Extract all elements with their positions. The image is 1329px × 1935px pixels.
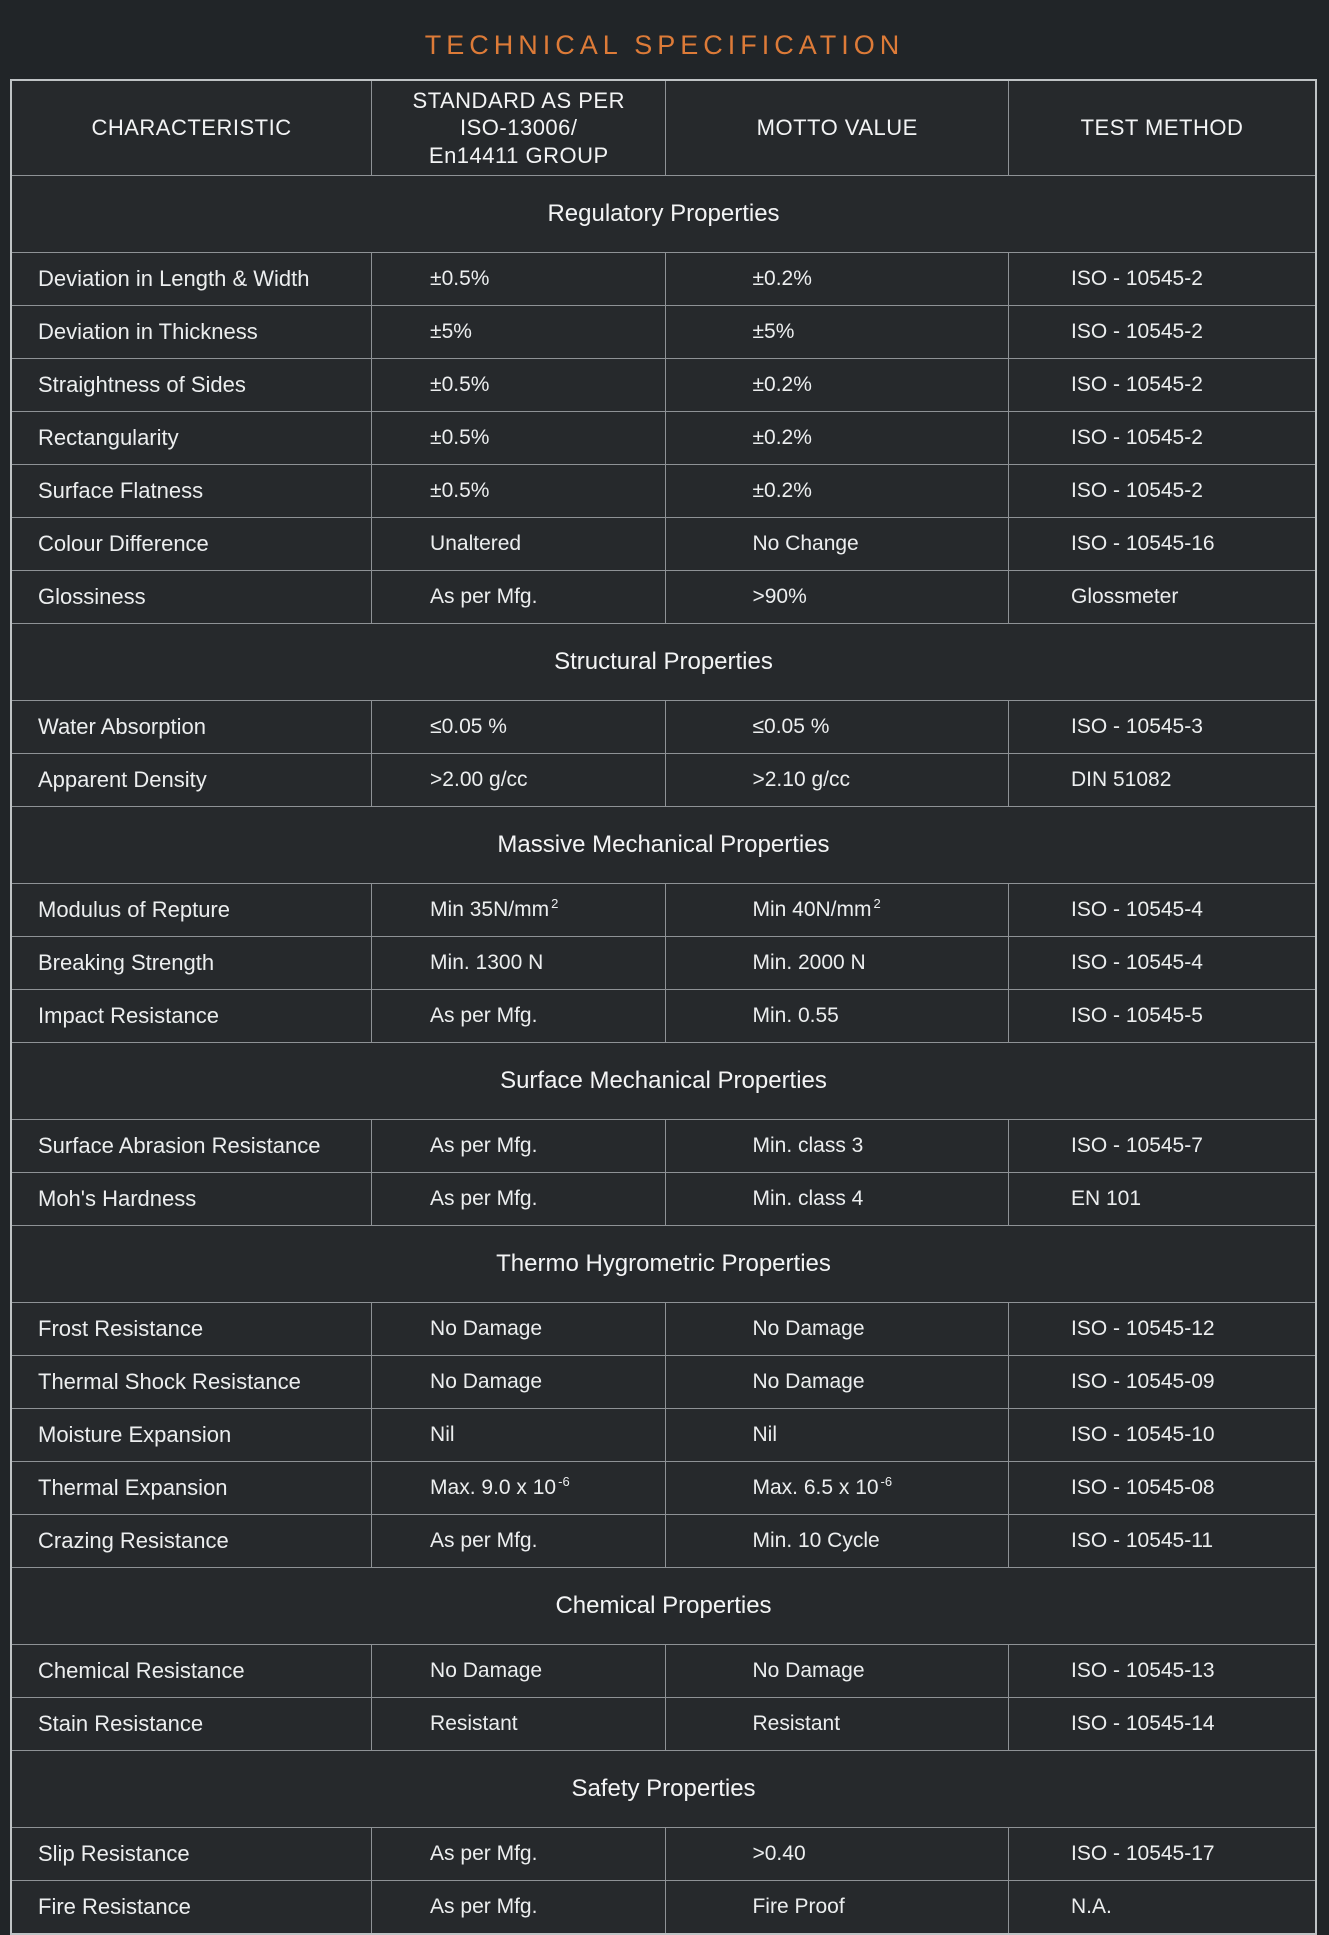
test-method-cell-text: ISO - 10545-10 — [1071, 1423, 1215, 1446]
superscript: 2 — [551, 896, 559, 911]
standard-value-cell — [372, 1173, 666, 1226]
superscript: -6 — [558, 1474, 570, 1489]
characteristic-cell — [11, 306, 372, 359]
characteristic-cell-text: Deviation in Thickness — [38, 319, 258, 344]
standard-value-cell-text: ±0.5% — [430, 373, 490, 396]
test-method-cell — [1009, 359, 1317, 412]
motto-value-cell — [666, 1515, 1009, 1568]
motto-value-cell-text: No Damage — [752, 1317, 865, 1340]
table-row — [11, 1698, 1316, 1751]
characteristic-cell-text: Impact Resistance — [38, 1003, 219, 1028]
standard-value-cell-text: Max. 9.0 x 10 — [430, 1476, 557, 1499]
characteristic-cell-text: Modulus of Repture — [38, 897, 230, 922]
motto-value-cell — [666, 306, 1009, 359]
standard-value-cell — [372, 990, 666, 1043]
characteristic-cell — [11, 937, 372, 990]
standard-value-cell — [372, 1515, 666, 1568]
motto-value-cell-text: Min 40N/mm — [752, 898, 872, 921]
standard-value-cell — [372, 1120, 666, 1173]
motto-value-cell — [666, 253, 1009, 306]
standard-value-cell — [372, 937, 666, 990]
specification-table — [10, 79, 1317, 1935]
characteristic-cell-text: Glossiness — [38, 584, 146, 609]
table-row — [11, 465, 1316, 518]
standard-value-cell-text: ≤0.05 % — [430, 715, 507, 738]
section-row — [11, 624, 1316, 701]
test-method-cell-text: ISO - 10545-08 — [1071, 1476, 1215, 1499]
motto-value-cell — [666, 1828, 1009, 1881]
motto-value-cell — [666, 884, 1009, 937]
section-title: Regulatory Properties — [11, 176, 1316, 253]
test-method-cell — [1009, 884, 1317, 937]
test-method-cell — [1009, 306, 1317, 359]
standard-value-cell — [372, 518, 666, 571]
characteristic-cell-text: Straightness of Sides — [38, 372, 246, 397]
motto-value-cell-text: >0.40 — [752, 1842, 806, 1865]
test-method-cell-text: ISO - 10545-11 — [1071, 1529, 1214, 1552]
standard-value-cell-text: As per Mfg. — [430, 585, 538, 608]
standard-value-cell-text: As per Mfg. — [430, 1004, 538, 1027]
table-row — [11, 1409, 1316, 1462]
section-row — [11, 1568, 1316, 1645]
standard-value-cell-text: Min. 1300 N — [430, 951, 544, 974]
motto-value-cell — [666, 754, 1009, 807]
characteristic-cell — [11, 1173, 372, 1226]
test-method-cell-text: ISO - 10545-13 — [1071, 1659, 1215, 1682]
characteristic-cell — [11, 465, 372, 518]
standard-header-line-1: STANDARD AS PER — [412, 87, 625, 113]
motto-value-cell — [666, 1881, 1009, 1935]
characteristic-cell — [11, 571, 372, 624]
standard-value-cell — [372, 1356, 666, 1409]
table-row — [11, 1828, 1316, 1881]
characteristic-cell-text: Thermal Shock Resistance — [38, 1369, 301, 1394]
section-title: Thermo Hygrometric Properties — [11, 1226, 1316, 1303]
characteristic-cell — [11, 1515, 372, 1568]
test-method-cell — [1009, 1645, 1317, 1698]
standard-value-cell-text: Unaltered — [430, 532, 522, 555]
test-method-cell-text: ISO - 10545-4 — [1071, 951, 1203, 974]
column-header-motto: MOTTO VALUE — [666, 80, 1009, 176]
standard-value-cell — [372, 1409, 666, 1462]
section-row — [11, 1043, 1316, 1120]
standard-value-cell-text: As per Mfg. — [430, 1895, 538, 1918]
characteristic-cell-text: Water Absorption — [38, 714, 206, 739]
characteristic-cell-text: Moh's Hardness — [38, 1186, 197, 1211]
table-row — [11, 1356, 1316, 1409]
test-method-cell — [1009, 1462, 1317, 1515]
section-title: Chemical Properties — [11, 1568, 1316, 1645]
section-title: Safety Properties — [11, 1751, 1316, 1828]
standard-value-cell — [372, 253, 666, 306]
test-method-cell — [1009, 1515, 1317, 1568]
motto-value-cell — [666, 1698, 1009, 1751]
table-row — [11, 937, 1316, 990]
test-method-cell-text: ISO - 10545-2 — [1071, 479, 1203, 502]
superscript: 2 — [873, 896, 881, 911]
characteristic-cell — [11, 1356, 372, 1409]
characteristic-cell — [11, 701, 372, 754]
standard-value-cell-text: ±0.5% — [430, 267, 490, 290]
motto-value-cell — [666, 701, 1009, 754]
characteristic-cell — [11, 884, 372, 937]
characteristic-cell-text: Slip Resistance — [38, 1841, 190, 1866]
characteristic-cell-text: Breaking Strength — [38, 950, 215, 975]
test-method-cell-text: ISO - 10545-14 — [1071, 1712, 1215, 1735]
test-method-cell-text: N.A. — [1071, 1895, 1112, 1918]
test-method-cell-text: ISO - 10545-2 — [1071, 373, 1203, 396]
motto-value-cell-text: No Damage — [752, 1370, 865, 1393]
characteristic-cell-text: Crazing Resistance — [38, 1528, 229, 1553]
test-method-cell — [1009, 1120, 1317, 1173]
characteristic-cell — [11, 990, 372, 1043]
motto-value-cell-text: Min. 2000 N — [752, 951, 866, 974]
motto-value-cell-text: ±0.2% — [752, 479, 812, 502]
motto-value-cell — [666, 359, 1009, 412]
standard-value-cell — [372, 412, 666, 465]
test-method-cell — [1009, 1698, 1317, 1751]
characteristic-cell — [11, 1828, 372, 1881]
characteristic-cell — [11, 253, 372, 306]
standard-value-cell-text: >2.00 g/cc — [430, 768, 528, 791]
motto-value-cell-text: Nil — [752, 1423, 777, 1446]
motto-value-cell — [666, 1356, 1009, 1409]
standard-value-cell — [372, 306, 666, 359]
characteristic-cell-text: Surface Flatness — [38, 478, 204, 503]
characteristic-cell — [11, 1698, 372, 1751]
motto-value-cell-text: >90% — [752, 585, 807, 608]
motto-value-cell — [666, 571, 1009, 624]
characteristic-cell-text: Stain Resistance — [38, 1711, 204, 1736]
test-method-cell-text: ISO - 10545-16 — [1071, 532, 1215, 555]
table-row — [11, 1645, 1316, 1698]
test-method-cell — [1009, 465, 1317, 518]
motto-value-cell-text: No Damage — [752, 1659, 865, 1682]
table-row — [11, 1173, 1316, 1226]
motto-value-cell-text: ≤0.05 % — [752, 715, 830, 738]
characteristic-cell-text: Rectangularity — [38, 425, 179, 450]
standard-value-cell-text: As per Mfg. — [430, 1134, 538, 1157]
motto-value-cell — [666, 1120, 1009, 1173]
motto-value-cell — [666, 1409, 1009, 1462]
section-row — [11, 807, 1316, 884]
standard-value-cell-text: No Damage — [430, 1370, 543, 1393]
characteristic-cell — [11, 1303, 372, 1356]
test-method-cell-text: ISO - 10545-2 — [1071, 267, 1203, 290]
standard-value-cell-text: ±5% — [430, 320, 472, 343]
test-method-cell — [1009, 1303, 1317, 1356]
test-method-cell — [1009, 990, 1317, 1043]
table-row — [11, 412, 1316, 465]
motto-value-cell — [666, 1303, 1009, 1356]
motto-value-cell-text: Min. class 4 — [752, 1187, 864, 1210]
standard-value-cell — [372, 1303, 666, 1356]
table-header — [11, 80, 1316, 176]
motto-value-cell-text: Min. 0.55 — [752, 1004, 839, 1027]
motto-value-cell-text: ±0.2% — [752, 267, 812, 290]
section-row — [11, 1751, 1316, 1828]
table-row — [11, 1303, 1316, 1356]
motto-value-cell-text: ±5% — [752, 320, 795, 343]
characteristic-cell — [11, 518, 372, 571]
test-method-cell-text: ISO - 10545-12 — [1071, 1317, 1215, 1340]
standard-value-cell-text: As per Mfg. — [430, 1529, 538, 1552]
motto-value-cell — [666, 1462, 1009, 1515]
characteristic-cell — [11, 1120, 372, 1173]
motto-value-cell — [666, 937, 1009, 990]
characteristic-cell-text: Surface Abrasion Resistance — [38, 1133, 321, 1158]
table-row — [11, 518, 1316, 571]
standard-value-cell-text: ±0.5% — [430, 426, 490, 449]
motto-value-cell — [666, 412, 1009, 465]
standard-value-cell-text: As per Mfg. — [430, 1842, 538, 1865]
standard-value-cell — [372, 701, 666, 754]
test-method-cell-text: ISO - 10545-17 — [1071, 1842, 1215, 1865]
standard-value-cell — [372, 1698, 666, 1751]
standard-value-cell-text: No Damage — [430, 1317, 543, 1340]
test-method-cell-text: ISO - 10545-5 — [1071, 1004, 1203, 1027]
section-row — [11, 1226, 1316, 1303]
standard-value-cell — [372, 1828, 666, 1881]
table-row — [11, 990, 1316, 1043]
characteristic-cell — [11, 1409, 372, 1462]
standard-value-cell-text: ±0.5% — [430, 479, 490, 502]
standard-value-cell — [372, 571, 666, 624]
characteristic-cell-text: Deviation in Length & Width — [38, 266, 310, 291]
table-row — [11, 1120, 1316, 1173]
test-method-cell-text: ISO - 10545-3 — [1071, 715, 1203, 738]
header-row — [11, 80, 1316, 176]
motto-value-cell — [666, 465, 1009, 518]
test-method-cell — [1009, 253, 1317, 306]
section-title: Structural Properties — [11, 624, 1316, 701]
characteristic-cell-text: Apparent Density — [38, 767, 207, 792]
standard-value-cell — [372, 359, 666, 412]
page-title: TECHNICAL SPECIFICATION — [424, 30, 905, 60]
motto-value-cell-text: >2.10 g/cc — [752, 768, 850, 791]
test-method-cell — [1009, 1881, 1317, 1935]
characteristic-cell — [11, 1881, 372, 1935]
test-method-cell — [1009, 1173, 1317, 1226]
table-row — [11, 1462, 1316, 1515]
characteristic-cell — [11, 359, 372, 412]
table-row — [11, 884, 1316, 937]
table-row — [11, 306, 1316, 359]
motto-value-cell — [666, 1645, 1009, 1698]
column-header-test-method: TEST METHOD — [1009, 80, 1317, 176]
table-row — [11, 253, 1316, 306]
standard-value-cell-text: Min 35N/mm — [430, 898, 550, 921]
motto-value-cell-text: Fire Proof — [752, 1895, 845, 1918]
characteristic-cell-text: Moisture Expansion — [38, 1422, 232, 1447]
motto-value-cell-text: Min. class 3 — [752, 1134, 864, 1157]
standard-header-line-2: ISO-13006/ — [460, 115, 578, 141]
characteristic-cell-text: Chemical Resistance — [38, 1658, 245, 1683]
section-row — [11, 176, 1316, 253]
superscript: -6 — [880, 1474, 893, 1489]
table-row — [11, 1515, 1316, 1568]
standard-value-cell — [372, 1645, 666, 1698]
characteristic-cell-text: Fire Resistance — [38, 1894, 191, 1919]
spec-table-body — [11, 176, 1316, 1935]
standard-value-cell — [372, 1462, 666, 1515]
characteristic-cell-text: Frost Resistance — [38, 1316, 204, 1341]
characteristic-cell-text: Thermal Expansion — [38, 1475, 228, 1500]
motto-value-cell-text: ±0.2% — [752, 373, 812, 396]
standard-value-cell-text: Nil — [430, 1423, 455, 1446]
characteristic-cell-text: Colour Difference — [38, 531, 209, 556]
test-method-cell-text: ISO - 10545-7 — [1071, 1134, 1203, 1157]
test-method-cell — [1009, 701, 1317, 754]
motto-value-cell-text: Min. 10 Cycle — [752, 1529, 880, 1552]
test-method-cell — [1009, 754, 1317, 807]
test-method-cell-text: EN 101 — [1071, 1187, 1142, 1210]
section-title: Surface Mechanical Properties — [11, 1043, 1316, 1120]
standard-value-cell-text: Resistant — [430, 1712, 518, 1735]
standard-value-cell — [372, 754, 666, 807]
test-method-cell — [1009, 518, 1317, 571]
section-title: Massive Mechanical Properties — [11, 807, 1316, 884]
motto-value-cell — [666, 1173, 1009, 1226]
table-row — [11, 754, 1316, 807]
test-method-cell-text: ISO - 10545-09 — [1071, 1370, 1215, 1393]
test-method-cell — [1009, 412, 1317, 465]
test-method-cell — [1009, 1828, 1317, 1881]
characteristic-cell — [11, 754, 372, 807]
motto-value-cell — [666, 518, 1009, 571]
test-method-cell-text: ISO - 10545-2 — [1071, 320, 1203, 343]
standard-value-cell-text: No Damage — [430, 1659, 543, 1682]
test-method-cell — [1009, 571, 1317, 624]
motto-value-cell-text: Max. 6.5 x 10 — [752, 1476, 879, 1499]
table-row — [11, 1881, 1316, 1935]
motto-value-cell-text: ±0.2% — [752, 426, 812, 449]
table-row — [11, 359, 1316, 412]
test-method-cell — [1009, 1409, 1317, 1462]
characteristic-cell — [11, 412, 372, 465]
test-method-cell-text: ISO - 10545-4 — [1071, 898, 1203, 921]
motto-value-cell-text: No Change — [752, 532, 859, 555]
standard-value-cell — [372, 1881, 666, 1935]
characteristic-cell — [11, 1645, 372, 1698]
standard-value-cell — [372, 465, 666, 518]
test-method-cell — [1009, 1356, 1317, 1409]
standard-header-line-3: En14411 GROUP — [428, 142, 609, 168]
column-header-standard — [372, 80, 666, 176]
motto-value-cell — [666, 990, 1009, 1043]
test-method-cell — [1009, 937, 1317, 990]
column-header-characteristic: CHARACTERISTIC — [11, 80, 372, 176]
test-method-cell-text: DIN 51082 — [1071, 768, 1172, 791]
motto-value-cell-text: Resistant — [752, 1712, 841, 1735]
table-row — [11, 571, 1316, 624]
standard-value-cell — [372, 884, 666, 937]
characteristic-cell — [11, 1462, 372, 1515]
table-row — [11, 701, 1316, 754]
standard-value-cell-text: As per Mfg. — [430, 1187, 538, 1210]
test-method-cell-text: ISO - 10545-2 — [1071, 426, 1203, 449]
test-method-cell-text: Glossmeter — [1071, 585, 1179, 608]
